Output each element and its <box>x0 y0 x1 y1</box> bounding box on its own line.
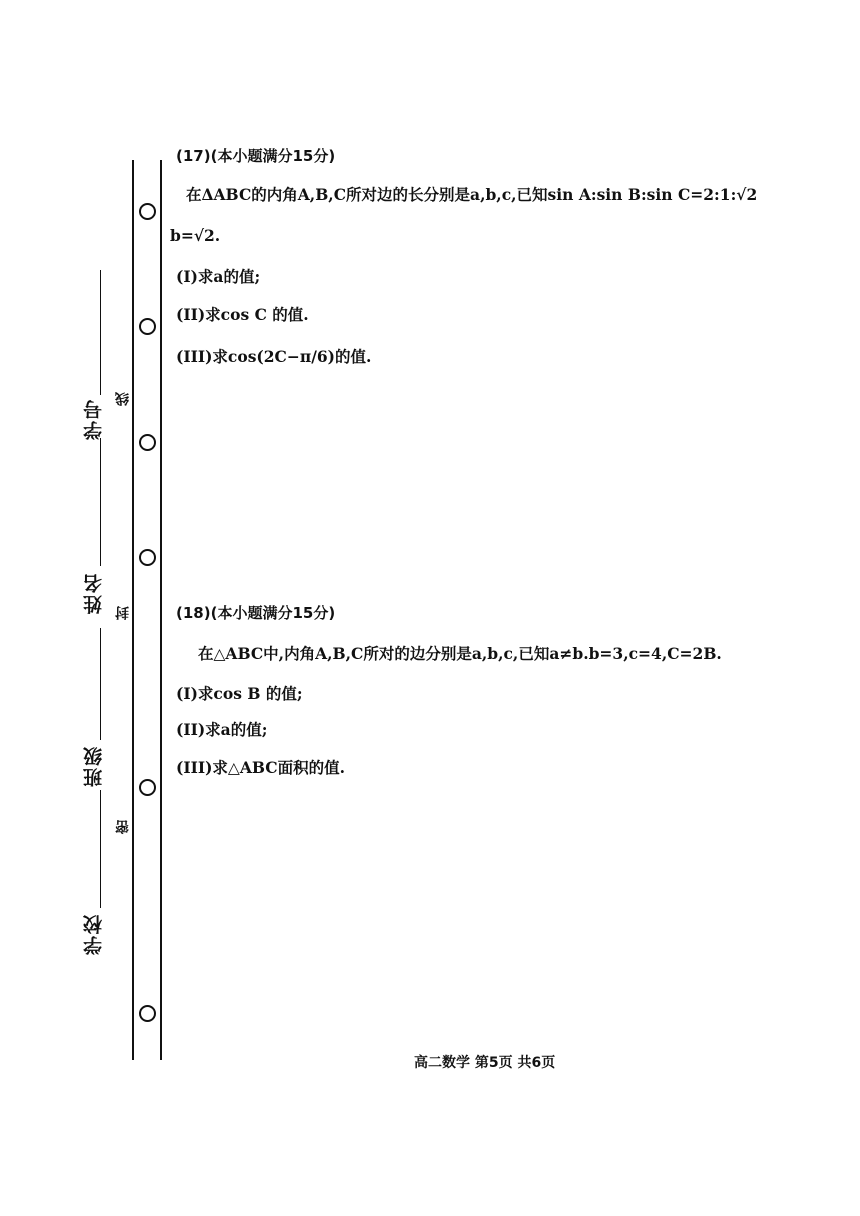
question-header: (18)(本小题满分15分) <box>176 604 336 622</box>
binding-hole <box>139 1005 156 1022</box>
binding-hole <box>139 779 156 796</box>
question-stem-line: b=√2. <box>170 226 221 245</box>
name-blank-line <box>100 438 101 566</box>
question-part: (III)求△ABC面积的值. <box>176 758 345 777</box>
question-part: (III)求cos(2C−π/6)的值. <box>176 347 372 366</box>
seal-char-xian: 线 <box>115 392 131 406</box>
question-part: (II)求cos C 的值. <box>176 305 309 324</box>
binding-hole <box>139 434 156 451</box>
name-label: 姓名 <box>83 572 105 614</box>
binding-line-inner <box>160 160 162 1060</box>
question-stem-line: 在ΔABC的内角A,B,C所对边的长分别是a,b,c,已知sin A:sin B:sin C=2:1:√2 <box>186 185 758 204</box>
student-id-label: 学号 <box>83 398 105 440</box>
question-part: (I)求a的值; <box>176 267 261 286</box>
binding-hole <box>139 549 156 566</box>
school-label: 学校 <box>83 913 105 955</box>
question-part: (II)求a的值; <box>176 720 268 739</box>
question-part: (I)求cos B 的值; <box>176 684 303 703</box>
class-label: 班级 <box>83 745 105 787</box>
binding-hole <box>139 203 156 220</box>
class-blank-line <box>100 628 101 740</box>
seal-char-feng: 封 <box>115 606 131 620</box>
page-footer: 高二数学 第5页 共6页 <box>414 1055 556 1071</box>
question-stem-line: 在△ABC中,内角A,B,C所对的边分别是a,b,c,已知a≠b.b=3,c=4,C=2B. <box>198 644 722 663</box>
seal-char-mi: 密 <box>115 820 131 834</box>
school-blank-line <box>100 790 101 908</box>
binding-hole <box>139 318 156 335</box>
student-id-blank-line <box>100 270 101 395</box>
question-header: (17)(本小题满分15分) <box>176 147 336 165</box>
